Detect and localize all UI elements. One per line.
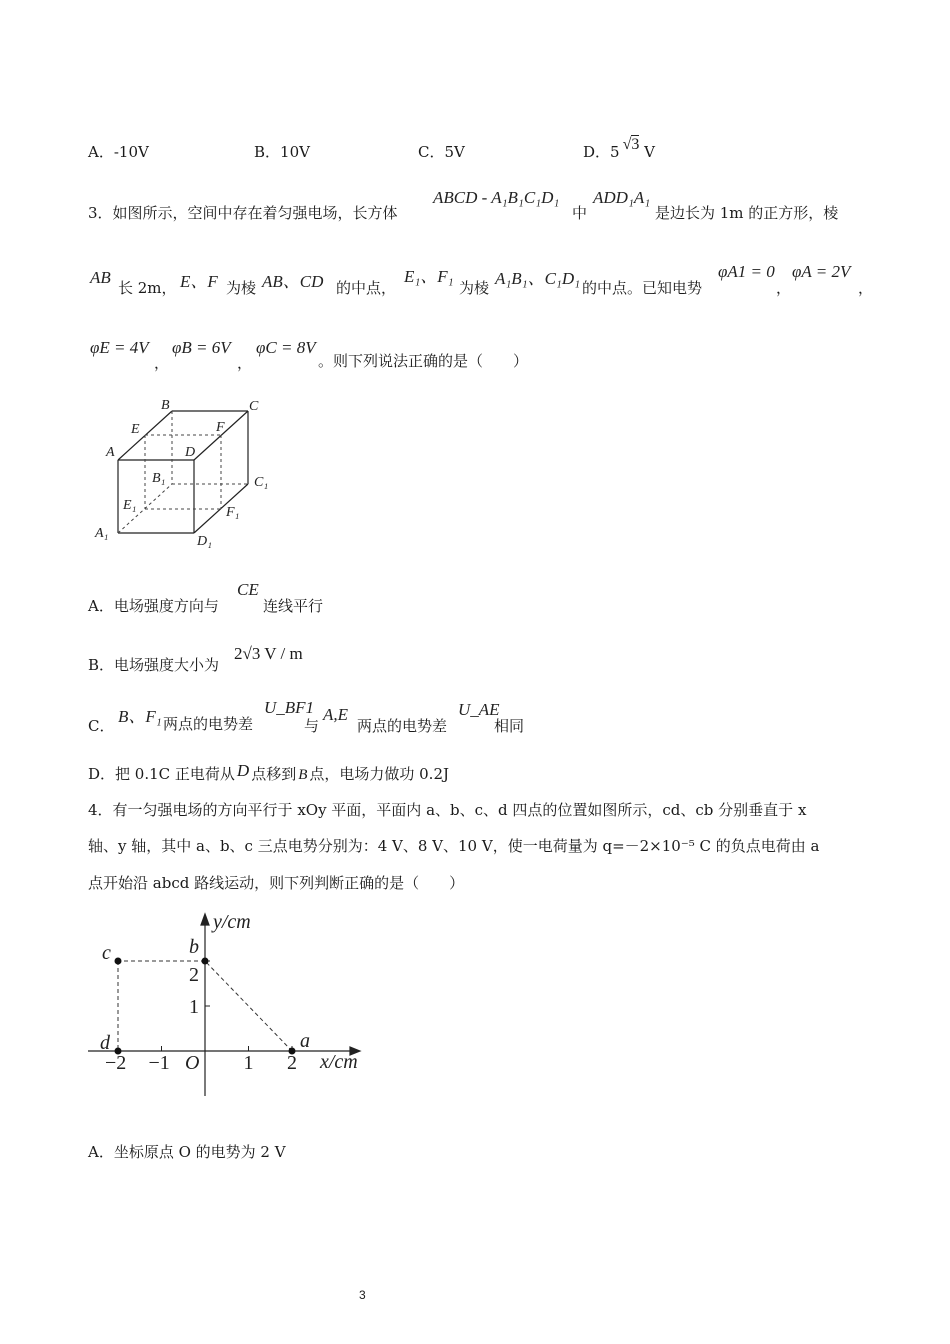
q3-option-c-u2: U_AE (458, 700, 500, 719)
origin-label: O (185, 1052, 200, 1074)
q2-option-d (583, 136, 655, 162)
q3-option-d-a: D．把 0.1C 正电荷从 (88, 765, 235, 783)
q3-option-c-math2: A,E (323, 705, 349, 724)
q4-coordinate-graph (88, 906, 378, 1101)
q3-box-figure (90, 392, 290, 552)
q3-option-d-point-d: D (236, 761, 250, 780)
q3-math-box-name: ABCD - A₁B₁C₁D₁ (433, 188, 560, 207)
q3-option-a-end: 连线平行 (263, 597, 324, 615)
x-tick-label: 1 (243, 1052, 254, 1074)
x-tick-label: −1 (148, 1052, 170, 1074)
q3-math-a1b1-c1d1: A₁B₁、C₁D₁ (495, 269, 581, 288)
comma-2: ， (858, 279, 874, 297)
comma-4: ， (237, 354, 253, 372)
q3-line1-start: 3．如图所示，空间中存在着匀强电场，长方体 (88, 204, 398, 222)
point-c (115, 958, 122, 965)
q3-option-c-mid3: 两点的电势差 (357, 717, 448, 735)
segment-ab (205, 961, 292, 1051)
q3-option-c-mid1: 两点的电势差 (163, 715, 254, 733)
q3-option-a: A．电场强度方向与 (88, 597, 219, 615)
x-tick-label: −2 (105, 1052, 127, 1074)
q3-phi-a1: φA1 = 0 (718, 262, 775, 281)
q3-option-d (88, 763, 449, 784)
page-number: 3 (359, 1288, 366, 1302)
point-label-c: c (102, 942, 111, 964)
label-d: D (185, 445, 196, 460)
q2-option-c: C．5V (418, 143, 465, 161)
q3-math-ab-cd: AB、CD (262, 272, 324, 291)
q3-option-c: C． (88, 717, 115, 735)
q3-option-c-u1: U_BF1 (264, 698, 315, 717)
x-axis-label: x/cm (320, 1051, 358, 1073)
y-tick-label: 2 (189, 964, 199, 986)
q3-option-d-point-b: B (298, 767, 308, 783)
q2-option-d-prefix: D．5 (583, 143, 620, 161)
q3-line2-e: 的中点。已知电势 (582, 279, 703, 297)
q3-option-c-math1: B、F₁ (118, 707, 162, 726)
q3-math-ab: AB (90, 268, 111, 287)
q2-option-d-sqrt: 3 (631, 136, 640, 153)
q3-option-b-math: 2√3 V / m (234, 644, 303, 663)
q3-phi-e: φE = 4V (90, 338, 149, 357)
point-label-b: b (189, 936, 199, 958)
q3-option-b: B．电场强度大小为 (88, 656, 220, 674)
q3-option-c-end: 相同 (494, 717, 525, 735)
y-tick-label: 1 (189, 996, 199, 1018)
q4-line1: 4．有一匀强电场的方向平行于 xOy 平面，平面内 a、b、c、d 四点的位置如图所示，cd、cb 分别垂直于 x (88, 801, 807, 819)
label-a1: A₁ (95, 526, 109, 541)
q4-option-a: A．坐标原点 O 的电势为 2 V (88, 1143, 286, 1161)
label-f: F (216, 420, 225, 435)
point-b (202, 958, 209, 965)
y-axis-arrow-icon (201, 914, 209, 925)
q3-question-end: 。则下列说法正确的是（ ） (318, 352, 529, 370)
q3-line2-a: 长 2m， (118, 279, 177, 297)
q4-line3: 点开始沿 abcd 路线运动，则下列判断正确的是（ ） (88, 874, 465, 892)
label-c1: C₁ (254, 475, 269, 490)
label-b: B (161, 398, 170, 413)
q3-option-d-c: 点，电场力做功 0.2J (309, 765, 450, 783)
label-e1: E₁ (123, 498, 137, 513)
q3-line2-c: 的中点， (336, 279, 397, 297)
q2-option-d-unit: V (644, 143, 655, 161)
q2-option-b: B．10V (254, 143, 310, 161)
q3-line1-mid: 中 (572, 204, 588, 222)
q3-phi-b: φB = 6V (172, 338, 231, 357)
q3-option-a-math: CE (237, 580, 259, 599)
q3-math-ef: E、F (180, 272, 218, 291)
label-f1: F₁ (226, 505, 240, 520)
label-d1: D₁ (197, 534, 212, 549)
y-axis-label: y/cm (213, 911, 251, 933)
q3-line2-d: 为棱 (459, 279, 490, 297)
q3-line2-b: 为棱 (226, 279, 257, 297)
point-label-a: a (300, 1030, 310, 1052)
comma-3: ， (154, 354, 170, 372)
label-a: A (106, 445, 115, 460)
sqrt-symbol-icon: √ (622, 136, 632, 153)
comma-1: ， (776, 279, 792, 297)
q3-math-face-name: ADD₁A₁ (593, 188, 651, 207)
q3-option-c-mid2: 与 (304, 717, 320, 735)
q3-phi-c: φC = 8V (256, 338, 316, 357)
label-c: C (249, 399, 259, 414)
x-tick-label: 2 (287, 1052, 297, 1074)
q2-option-a: A．-10V (88, 143, 149, 161)
label-e: E (131, 422, 140, 437)
q4-line2: 轴、y 轴，其中 a、b、c 三点电势分别为：4 V、8 V、10 V，使一电荷量为 q=－2×10⁻⁵ C 的负点电荷由 a (88, 837, 820, 855)
q3-option-d-b: 点移到 (251, 765, 297, 783)
label-b1: B₁ (152, 471, 166, 486)
point-label-d: d (100, 1032, 110, 1054)
q3-phi-a: φA = 2V (792, 262, 851, 281)
q3-line1-end: 是边长为 1m 的正方形，棱 (655, 204, 839, 222)
q3-math-e1f1: E₁、F₁ (404, 267, 454, 286)
